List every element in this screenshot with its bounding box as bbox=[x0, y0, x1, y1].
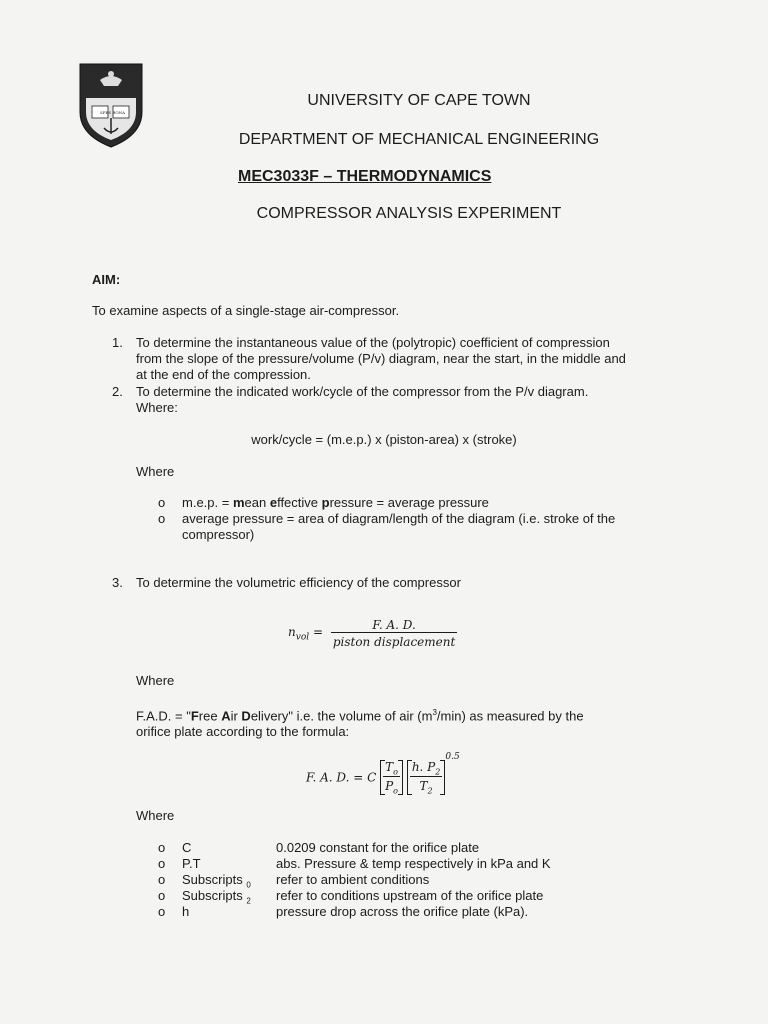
item-1-line: at the end of the compression. bbox=[136, 367, 311, 382]
def-description: refer to ambient conditions bbox=[276, 872, 430, 887]
item-3-number: 3. bbox=[112, 575, 123, 590]
def-symbol: C bbox=[182, 840, 192, 855]
bullet-icon: o bbox=[158, 840, 166, 855]
item-2-line: Where: bbox=[136, 400, 178, 415]
definition-line: compressor) bbox=[182, 527, 255, 542]
bullet-icon: o bbox=[158, 888, 166, 903]
where-label: Where bbox=[136, 808, 175, 823]
course-title: MEC3033F – THERMODYNAMICS bbox=[238, 168, 492, 185]
aim-intro: To examine aspects of a single-stage air-compressor. bbox=[92, 303, 400, 318]
svg-text:SPES BONA: SPES BONA bbox=[100, 110, 126, 115]
definition-line: average pressure = area of diagram/length of the diagram (i.e. stroke of the bbox=[182, 511, 616, 526]
where-label: Where bbox=[136, 673, 175, 688]
work-cycle-formula: work/cycle = (m.e.p.) x (piston-area) x (stroke) bbox=[251, 432, 517, 447]
item-2-text bbox=[136, 384, 696, 416]
volumetric-efficiency-formula: $n_{vol}$ = $\frac{F. A. D.}{\text{piston displacement}}$ bbox=[288, 618, 456, 649]
university-title: UNIVERSITY OF CAPE TOWN bbox=[307, 92, 531, 109]
bullet-icon: o bbox=[158, 495, 166, 510]
item-1-text bbox=[136, 335, 696, 383]
def-description: abs. Pressure & temp respectively in kPa and K bbox=[276, 856, 551, 871]
bullet-icon: o bbox=[158, 872, 166, 887]
where-label: Where bbox=[136, 464, 175, 479]
bullet-icon: o bbox=[158, 904, 166, 919]
def-symbol: P.T bbox=[182, 856, 201, 871]
item-1-number: 1. bbox=[112, 335, 123, 350]
fad-definition: F.A.D. = "Free Air Delivery" i.e. the volume of air $(m^3/\min)$ as measured by the orifice plate according to the formula: bbox=[136, 708, 584, 740]
item-2-line: To determine the indicated work/cycle of the compressor from the P/v diagram. bbox=[136, 384, 589, 399]
aim-heading: AIM: bbox=[92, 272, 121, 287]
def-description: pressure drop across the orifice plate (kPa). bbox=[276, 904, 529, 919]
item-1-line: To determine the instantaneous value of the (polytropic) coefficient of compression bbox=[136, 335, 610, 350]
item-3-text: To determine the volumetric efficiency of the compressor bbox=[136, 575, 461, 590]
def-symbol: Subscripts $_2$ bbox=[182, 888, 251, 906]
average-pressure-definition bbox=[182, 511, 682, 543]
mep-definition: m.e.p. = mean effective pressure = average pressure bbox=[182, 495, 489, 510]
bullet-icon: o bbox=[158, 511, 166, 526]
experiment-title: COMPRESSOR ANALYSIS EXPERIMENT bbox=[256, 205, 562, 222]
def-symbol: Subscripts $_0$ bbox=[182, 872, 251, 890]
def-description: refer to conditions upstream of the orifice plate bbox=[276, 888, 544, 903]
item-2-number: 2. bbox=[112, 384, 123, 399]
def-description: 0.0209 constant for the orifice plate bbox=[276, 840, 480, 855]
bullet-icon: o bbox=[158, 856, 166, 871]
department-title: DEPARTMENT OF MECHANICAL ENGINEERING bbox=[238, 131, 600, 148]
fad-formula: F. A. D. = C $\frac{T_o}{P_o}$ $\frac{h. P_2}{T_2}$ $^{0.5}$ bbox=[306, 752, 460, 796]
def-symbol: h bbox=[182, 904, 190, 919]
item-1-line: from the slope of the pressure/volume (P/v) diagram, near the start, in the middle and bbox=[136, 351, 626, 366]
